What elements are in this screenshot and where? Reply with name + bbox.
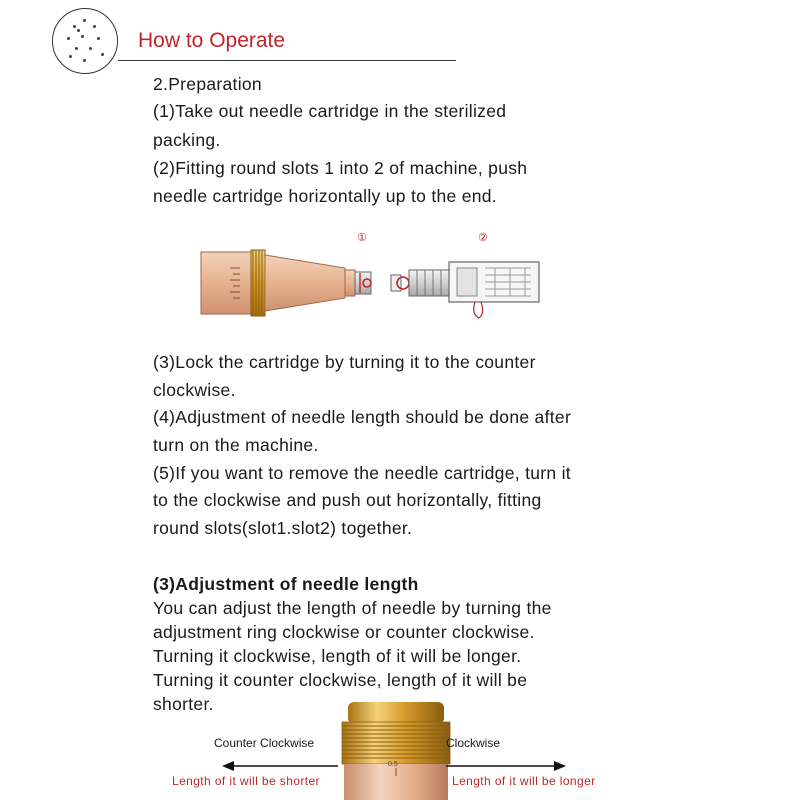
- preparation-section: [153, 72, 527, 211]
- logo-dot: [69, 55, 72, 58]
- counter-clockwise-label: Counter Clockwise: [214, 736, 315, 750]
- clockwise-label: Clockwise: [446, 736, 501, 750]
- step-line: (5)If you want to remove the needle cartridge, turn it: [153, 462, 571, 483]
- slot1-label: ①: [357, 232, 367, 244]
- preparation-line: needle cartridge horizontally up to the end.: [153, 186, 497, 206]
- machine-body: [201, 250, 371, 316]
- adjustment-ring-illustration: [330, 702, 460, 800]
- step-line: (3)Lock the cartridge by turning it to the counter: [153, 352, 536, 372]
- adjustment-line: Turning it clockwise, length of it will be longer.: [153, 646, 522, 666]
- page-title: How to Operate: [138, 29, 286, 52]
- logo-dot: [93, 25, 96, 28]
- step-line: round slots(slot1.slot2) together.: [153, 518, 413, 539]
- step-line: turn on the machine.: [153, 435, 319, 456]
- preparation-line: packing.: [153, 130, 221, 150]
- logo-icon: [52, 8, 118, 74]
- logo-dot: [89, 47, 92, 50]
- adjustment-section: [153, 572, 552, 716]
- ring-marking: 0.5: [388, 761, 398, 768]
- step-line: to the clockwise and push out horizontally, fitting: [153, 490, 542, 511]
- logo-dot: [83, 19, 86, 22]
- preparation-heading: 2.Preparation: [153, 74, 262, 94]
- header-divider: [118, 60, 456, 61]
- arrow-left-icon: [222, 760, 338, 772]
- logo-dot: [77, 29, 80, 32]
- slot2-label: ②: [478, 232, 488, 244]
- arrow-right-icon: [446, 760, 566, 772]
- logo-dot: [75, 47, 78, 50]
- step-line: clockwise.: [153, 379, 236, 400]
- adjustment-line: shorter.: [153, 694, 214, 714]
- preparation-line: (2)Fitting round slots 1 into 2 of machine, push: [153, 158, 528, 178]
- step-line: (4)Adjustment of needle length should be done after: [153, 407, 572, 428]
- needle-cartridge: [391, 262, 539, 318]
- adjustment-line: Turning it counter clockwise, length of it will be: [153, 670, 528, 690]
- adjustment-heading: (3)Adjustment of needle length: [153, 574, 419, 594]
- steps-section: [153, 349, 571, 543]
- adjustment-line: adjustment ring clockwise or counter clockwise.: [153, 622, 535, 642]
- logo-dot: [101, 53, 104, 56]
- logo-dot: [83, 59, 86, 62]
- logo-dot: [73, 25, 76, 28]
- shorter-length-label: Length of it will be shorter: [172, 774, 320, 788]
- longer-length-label: Length of it will be longer: [452, 774, 596, 788]
- logo-dot: [97, 37, 100, 40]
- preparation-line: (1)Take out needle cartridge in the sterilized: [153, 101, 507, 121]
- logo-dot: [67, 37, 70, 40]
- cartridge-fitting-diagram: [195, 228, 555, 328]
- adjustment-line: You can adjust the length of needle by turning the: [153, 598, 552, 618]
- logo-dot: [81, 35, 84, 38]
